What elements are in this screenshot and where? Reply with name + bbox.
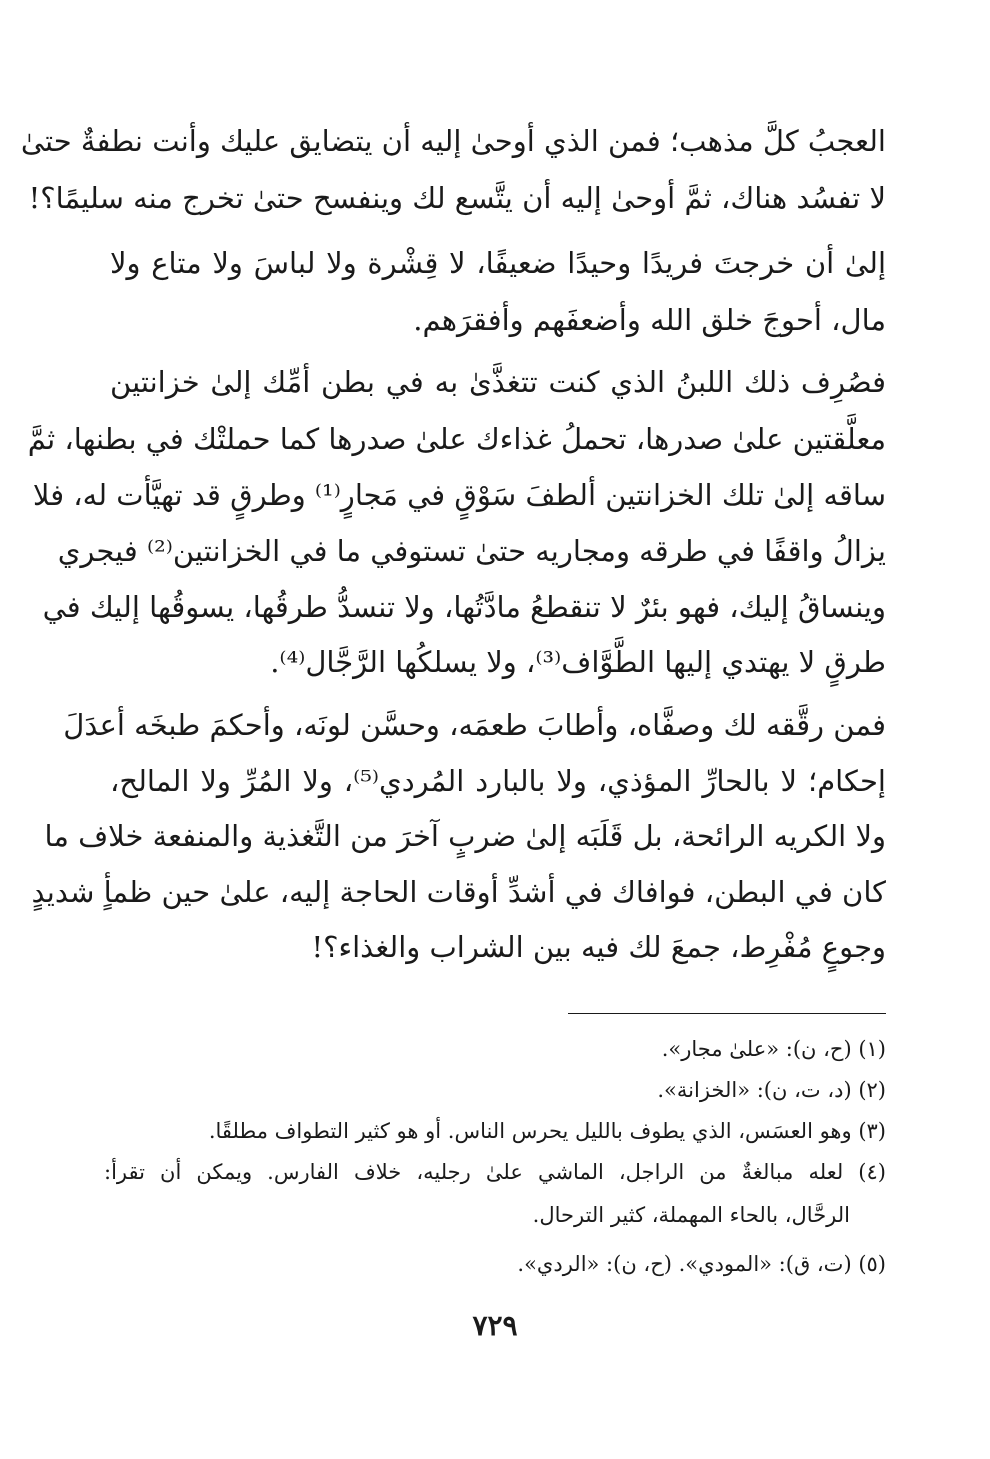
body-line: لا تفسُد هناك، ثمَّ أوحىٰ إليه أن يتَّسع لك وينفسح حتىٰ تخرج منه سليمًا؟! <box>28 181 886 215</box>
body-line: العجبُ كلَّ مذهب؛ فمن الذي أوحىٰ إليه أن يتضايق عليك وأنت نطفةٌ حتىٰ <box>20 124 886 158</box>
body-line: وينساقُ إليك، فهو بئرٌ لا تنقطعُ مادَّتُها، ولا تنسدُّ طرقُها، يسوقُها إليك في <box>42 590 886 624</box>
footnote: (١) (ح، ن): «علىٰ مجار». <box>661 1037 886 1061</box>
body-line: إحكام؛ لا بالحارِّ المؤذي، ولا بالبارد المُردي⁽⁵⁾، ولا المُرِّ ولا المالح، <box>110 764 886 798</box>
body-line: وجوعٍ مُفْرِط، جمعَ لك فيه بين الشراب والغذاء؟! <box>311 930 886 964</box>
footnote-separator <box>568 1013 886 1014</box>
page-number: ٧٢٩ <box>472 1309 518 1342</box>
body-line: إلىٰ أن خرجتَ فريدًا وحيدًا ضعيفًا، لا قِشْرة ولا لباسَ ولا متاع ولا <box>110 246 886 280</box>
footnote-continuation: الرحَّال، بالحاء المهملة، كثير الترحال. <box>532 1203 850 1227</box>
body-line: ولا الكريه الرائحة، بل قَلَبَه إلىٰ ضربٍ آخرَ من التَّغذية والمنفعة خلاف ما <box>44 819 886 853</box>
body-line: يزالُ واقفًا في طرقه ومجاريه حتىٰ تستوفي ما في الخزانتين⁽²⁾ فيجري <box>57 534 886 568</box>
body-line: ساقه إلىٰ تلك الخزانتين ألطفَ سَوْقٍ في مَجارٍ⁽¹⁾ وطرقٍ قد تهيَّأت له، فلا <box>32 478 886 512</box>
body-line: فمن رقَّقه لك وصفَّاه، وأطابَ طعمَه، وحسَّن لونَه، وأحكمَ طبخَه أعدَلَ <box>63 708 886 742</box>
body-line: مال، أحوجَ خلق الله وأضعفَهم وأفقرَهم. <box>413 303 886 337</box>
footnote: (٢) (د، ت، ن): «الخزانة». <box>657 1078 886 1102</box>
body-line: كان في البطن، فوافاك في أشدِّ أوقات الحاجة إليه، علىٰ حين ظمأٍ شديدٍ <box>31 875 886 909</box>
footnote: (٤) لعله مبالغةٌ من الراجل، الماشي علىٰ رجليه، خلاف الفارس. ويمكن أن تقرأ: <box>104 1160 886 1184</box>
body-line: طرقٍ لا يهتدي إليها الطَّوَّاف⁽³⁾، ولا يسلكُها الرَّجَّال⁽⁴⁾. <box>270 645 886 679</box>
footnote: (٣) وهو العسَس، الذي يطوف بالليل يحرس الناس. أو هو كثير التطواف مطلقًا. <box>208 1119 886 1143</box>
body-line: معلَّقتين علىٰ صدرها، تحملُ غذاءك علىٰ صدرها كما حملتْك في بطنها، ثمَّ <box>27 422 886 456</box>
footnote: (٥) (ت، ق): «المودي». (ح، ن): «الردي». <box>517 1252 886 1276</box>
body-line: فصُرِف ذلك اللبنُ الذي كنت تتغذَّىٰ به في بطن أمِّك إلىٰ خزانتين <box>110 365 886 399</box>
